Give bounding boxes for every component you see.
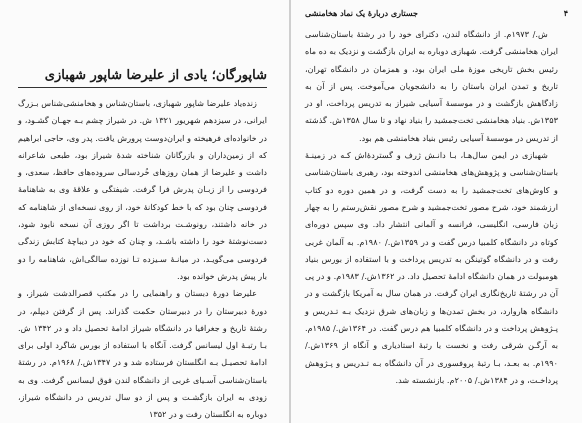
- running-title: جستاری دربارهٔ یک نماد هخامنشی: [305, 8, 418, 18]
- paragraph: ش./ ۱۹۷۳م. از دانشگاه لندن، دکترای خود را در رشتهٔ باستان‌شناسی ایران هخامنشی گرفت. شهبازی دوباره به ایران بازگشت و نزدیک به ده ماه رئیس بخش تاریخی موزهٔ ملی ایران بود، و همزمان در دانشگاه تهران، تاریخ و تمدن ایران باستان را به دانشجویان می‌آموخت. پس از آن به زادگاهش بازگشت و در موسسهٔ آسیایی شیراز به تدریس پرداخت، او در ۱۳۵۳ش. بنیاد هخامنشی تخت‌جمشید را بنیاد نهاد و تا سال ۱۳۵۸ش. گذشته از تدریس در موسسهٔ آسیایی رئیس بنیاد هخامنشی هم بود.: [305, 29, 558, 143]
- left-page-body: [18, 95, 267, 423]
- right-page: [291, 0, 582, 423]
- paragraph: شهبازی در ایمن سال‌هـا، بـا دانـش ژرف و گستردهٔ‌اش کـه در زمینـهٔ باستان‌شناسی و پژوهش‌های هخامنشی اندوخته بود، رهبری باستان‌شناسی و کاوش‌های تخت‌جمشید را به دست گرفت، و در همین دوره دو کتاب ارزشمند خود، شرح مصور تخت‌جمشید و شرح مصور نقش‌رستم را به چهار زبان فارسی، انگلیسی، فرانسه و آلمانی انتشار داد. وی سپس دوره‌ای کوتاه در دانشگاه کلمبیا درس گفت و در ۱۳۵۹ش./ ۱۹۸۰م. به آلمان غربی رفت و در دانشگاه گوتینگن به تدریس پرداخت و با استفاده از بورس بنیاد هومبولت در همان دانشگاه ادامهٔ تحصیل داد. در ۱۳۶۲ش./ ۱۹۸۳م. و در پی آن در رشتهٔ تاریخ‌نگاری ایران گرفت. در همان سال به آمریکا بازگشت و در دانشگاه هاروارد، در بخش تمدن‌ها و زبان‌های شرق نزدیک بـه تـدریس و پـژوهش پرداخت و در دانشگاه کلمبیا هم درس گفت. در ۱۳۶۴ش./ ۱۹۸۵م. به آرگـن شرقی رفت و نخست با رتبهٔ استادیاری و آنگاه از ۱۳۶۹ش./ ۱۹۹۰م. به بعـد، بـا رتبهٔ پروفسوری در آن دانشگاه بـه تـدریس و پـژوهش پرداخـت، و در ۱۳۸۴ش./ ۲۰۰۵م. بازنشسته شد.: [305, 150, 558, 385]
- right-page-body: [305, 26, 558, 389]
- left-page: [0, 0, 289, 423]
- paragraph: زنده‌یاد علیرضا شاپور شهبازی، باستان‌شناس و هخامنشی‌شناس بـزرگ ایرانی، در سیزدهم شهریور ۱۳۲۱ ش. در شیراز چشم بـه جهـان گشـود، و در خانواده‌ای فرهیخته و ایران‌دوست پرورش یافت. پدر وی، حاجی ابراهیم که از زمین‌داران و بازرگانان شناخته شدهٔ شیراز بود، طبعی شاعرانه داشت و علیرضا از همان روزهای خُردسالی سروده‌های حافظ، سعدی، و فردوسی را از زبـان پدرش فرا گرفت. شیفتگی و علاقهٔ وی به شاهنامهٔ فردوسی چنان بود که با خط کودکانهٔ خود، از روی نسخه‌ای از شاهنامه که در خانه داشتند، رونوشـت برداشت تا اگر روزی آن نسخه نابود شود، دست‌نوشتهٔ خود را داشته باشـد، و چنان که خود در دیباچهٔ کتابش زندگی فردوسی می‌گویـد، در میانـهٔ سـیزده تـا نوزده سالگی‌اش، شاهنامه را دو بار پیش پدرش خوانده بود.: [18, 98, 267, 281]
- chapter-title: شاپورگان؛ یادی از علیرضا شاپور شهبازی: [18, 68, 267, 88]
- running-header: [305, 6, 568, 20]
- page-number: ۴: [563, 8, 568, 18]
- paragraph: علیرضا دورهٔ دبستان و راهنمایی را در مکتب قصرالدشت شیراز، و دورهٔ دبیرستان را در دبیرستان حکمت گذراند. پس از گرفتن دیپلم، در رشتهٔ تاریخ و جغرافیا در دانشگاه شیراز ادامهٔ تحصیل داد و در ۱۳۴۲ ش. بـا رتبـهٔ اول لیسانس گرفت. آنگاه با استفاده از بورس شاگرد اولی برای ادامهٔ تحصیـل بـه انگلستان فرستاده شد و در ۱۳۴۷ش./ ۱۹۶۸م. در رشتهٔ باستان‌شناسی آسـیای غربی از دانشگاه لندن فوق لیسانس گرفت. وی به زودی به ایران بازگشـت و پس از دو سال تدریس در دانشگاه شیراز، دوباره به انگلستان رفت و در ۱۳۵۲: [18, 288, 267, 420]
